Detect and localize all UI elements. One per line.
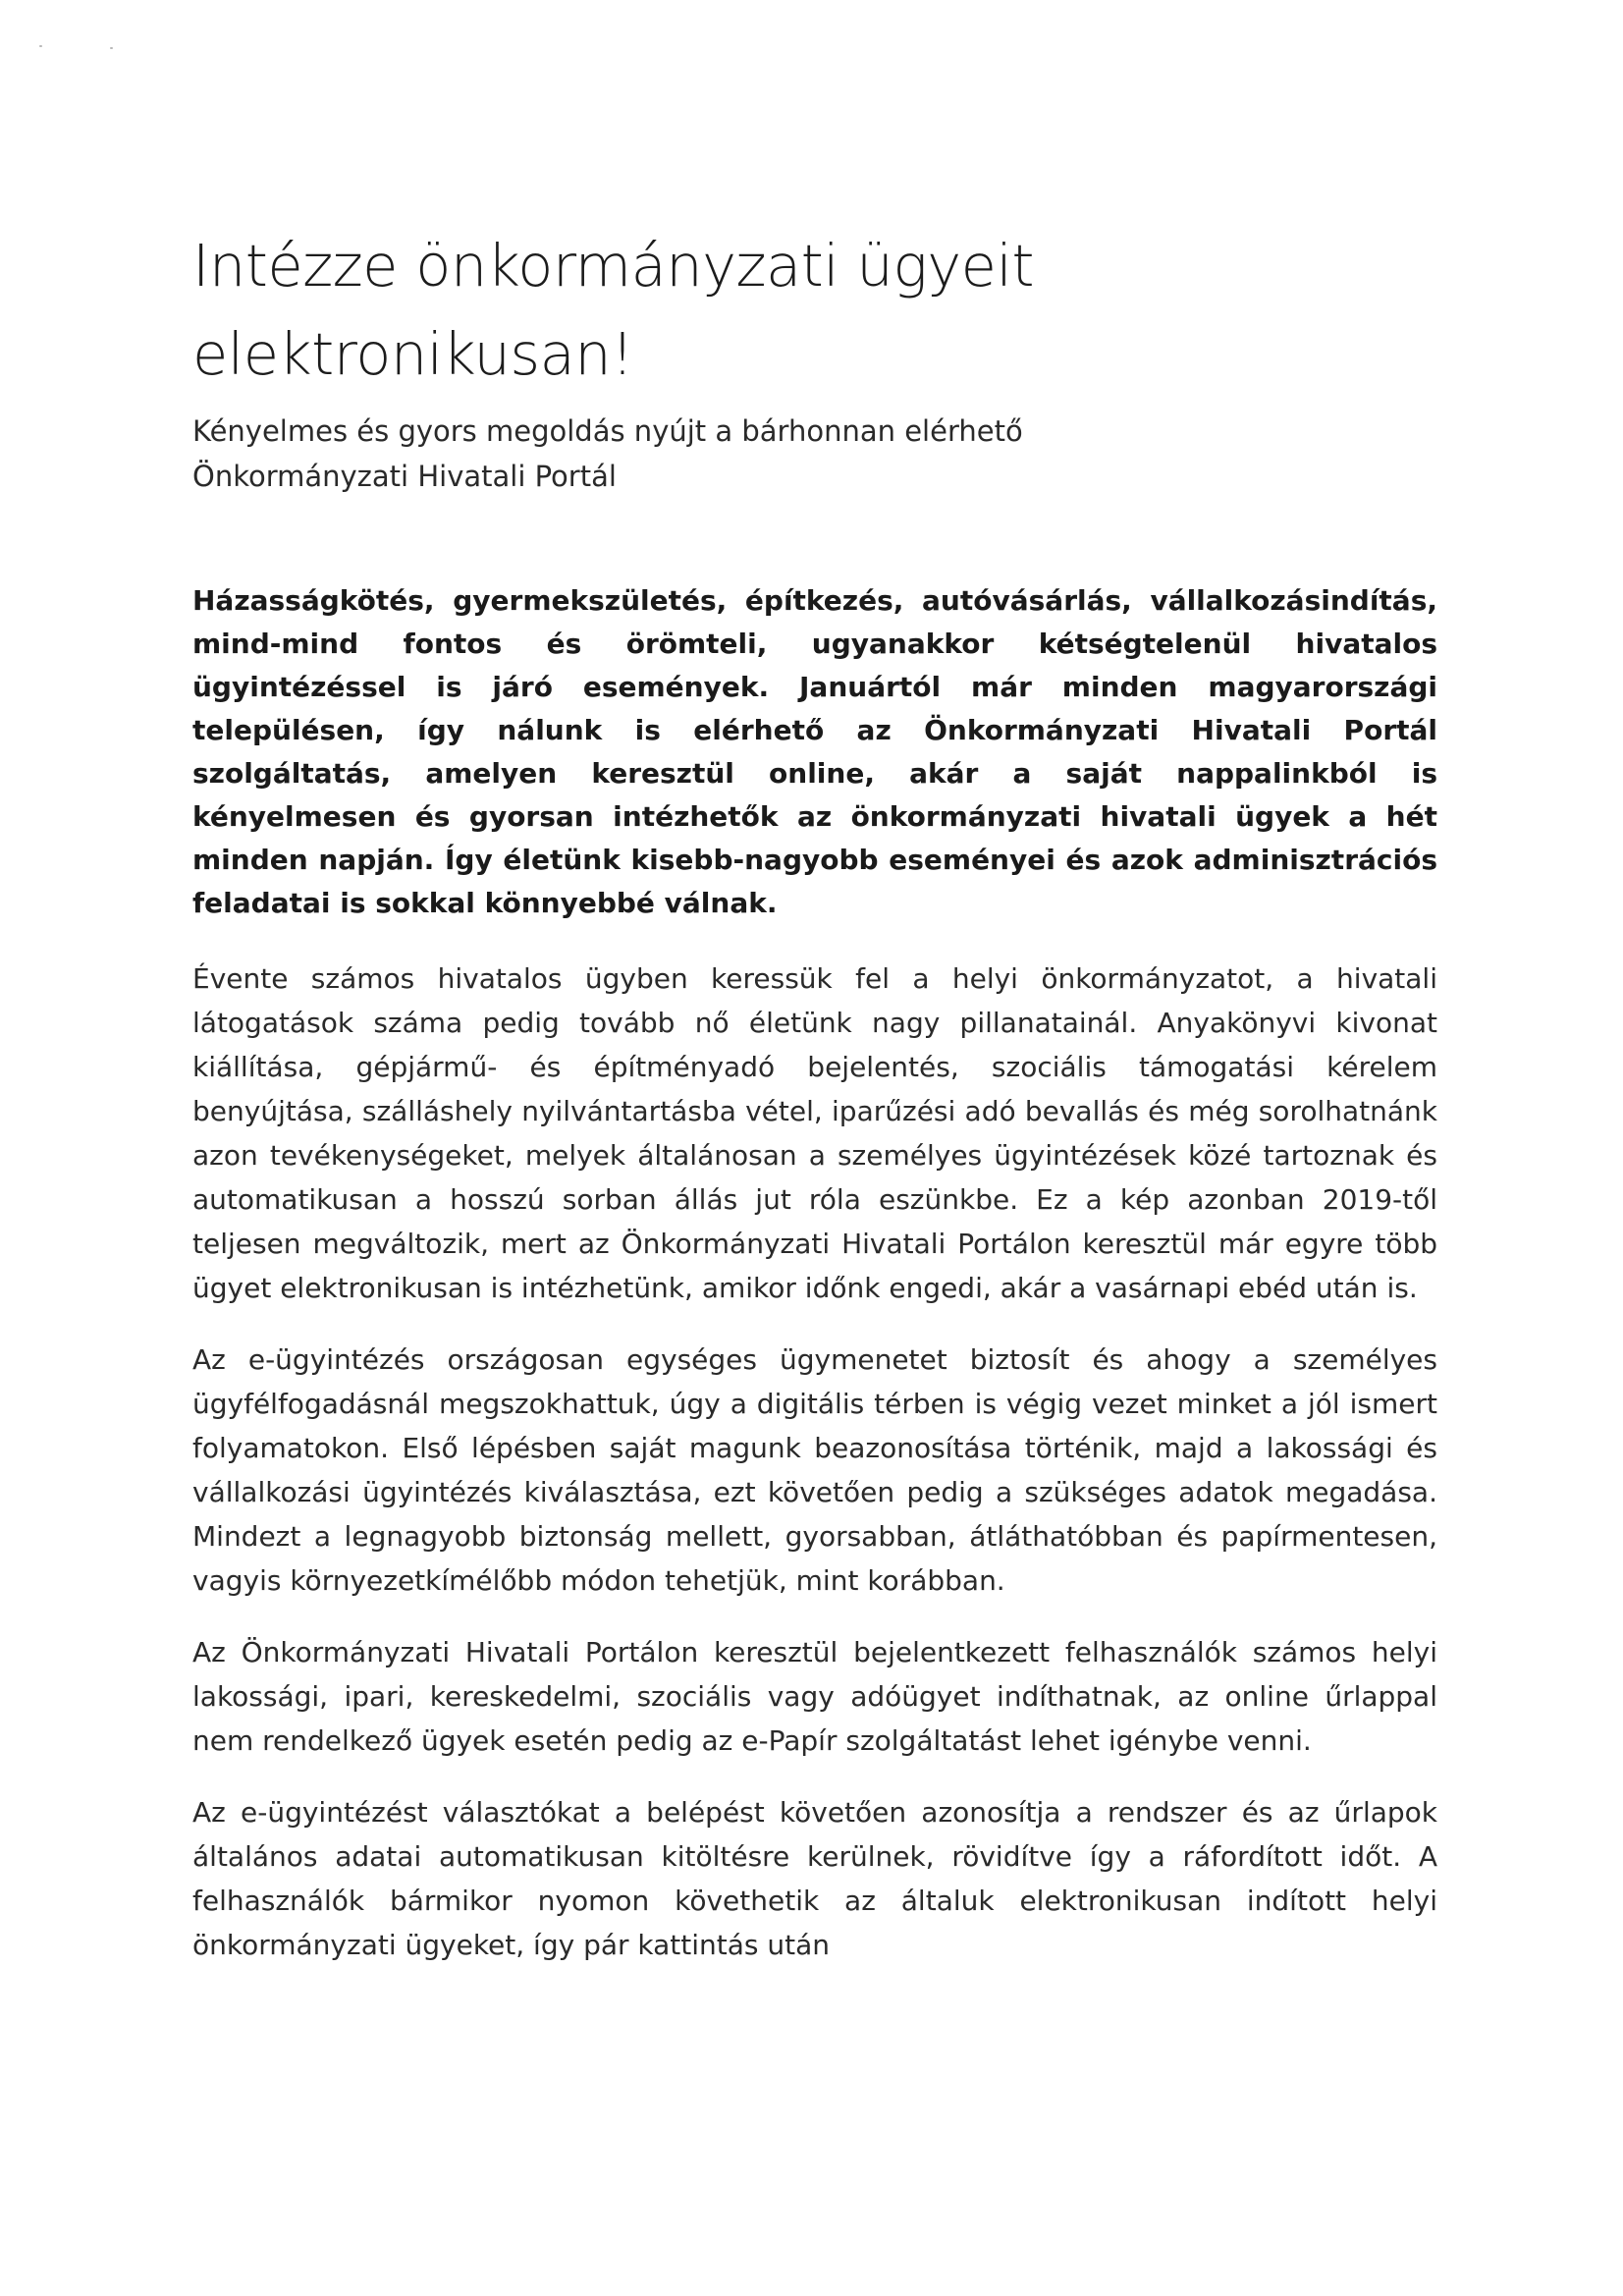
- lead-paragraph: Házasságkötés, gyermekszületés, építkezés, autóvásárlás, vállalkozásindítás, mind-mind fontos és örömteli, ugyanakkor kétségtelenül hivatalos ügyintézéssel is járó események. Januártól már minden magyarországi településen, így nálunk is elérhető az Önkormányzati Hivatali Portál szolgáltatás, amelyen keresztül online, akár a saját nappalinkból is kényelmesen és gyorsan intézhetők az önkormányzati hivatali ügyek a hét minden napján. Így életünk kisebb-nagyobb eseményei és azok adminisztrációs feladatai is sokkal könnyebbé válnak.: [192, 584, 1437, 919]
- body-paragraph: Az e-ügyintézést választókat a belépést követően azonosítja a rendszer és az űrlapok általános adatai automatikusan kitöltésre kerülnek, rövidítve így a ráfordított időt. A felhasználók bármikor nyomon követhetik az általuk elektronikusan indított helyi önkormányzati ügyeket, így pár kattintás után: [192, 1796, 1437, 1961]
- scan-speck: [110, 47, 113, 49]
- body-paragraph: Az e-ügyintézés országosan egységes ügymenetet biztosít és ahogy a személyes ügyfélfogadásnál megszokhattuk, úgy a digitális térben is végig vezet minket a jól ismert folyamatokon. Első lépésben saját magunk beazonosítása történik, majd a lakossági és vállalkozási ügyintézés kiválasztása, ezt követően pedig a szükséges adatok megadása. Mindezt a legnagyobb biztonság mellett, gyorsabban, átláthatóbban és papírmentesen, vagyis környezetkímélőbb módon tehetjük, mint korábban.: [192, 1343, 1437, 1597]
- article-subtitle: Kényelmes és gyors megoldás nyújt a bárhonnan elérhető Önkormányzati Hivatali Portál: [192, 414, 1023, 493]
- body-paragraph: Az Önkormányzati Hivatali Portálon keresztül bejelentkezett felhasználók számos helyi lakossági, ipari, kereskedelmi, szociális vagy adóügyet indíthatnak, az online űrlappal nem rendelkező ügyek esetén pedig az e-Papír szolgáltatást lehet igénybe venni.: [192, 1636, 1437, 1757]
- article-title: Intézze önkormányzati ügyeit elektronikusan!: [192, 232, 1034, 388]
- article: [192, 222, 1437, 1967]
- body-paragraph: Évente számos hivatalos ügyben keressük fel a helyi önkormányzatot, a hivatali látogatások száma pedig tovább nő életünk nagy pillanatainál. Anyakönyvi kivonat kiállítása, gépjármű- és építményadó bejelentés, szociális támogatási kérelem benyújtása, szálláshely nyilvántartásba vétel, iparűzési adó bevallás és még sorolhatnánk azon tevékenységeket, melyek általánosan a személyes ügyintézések közé tartoznak és automatikusan a hosszú sorban állás jut róla eszünkbe. Ez a kép azonban 2019-től teljesen megváltozik, mert az Önkormányzati Hivatali Portálon keresztül már egyre több ügyet elektronikusan is intézhetünk, amikor időnk engedi, akár a vasárnapi ebéd után is.: [192, 962, 1437, 1304]
- scan-speck: [39, 45, 42, 47]
- scan-artifacts: [39, 43, 128, 53]
